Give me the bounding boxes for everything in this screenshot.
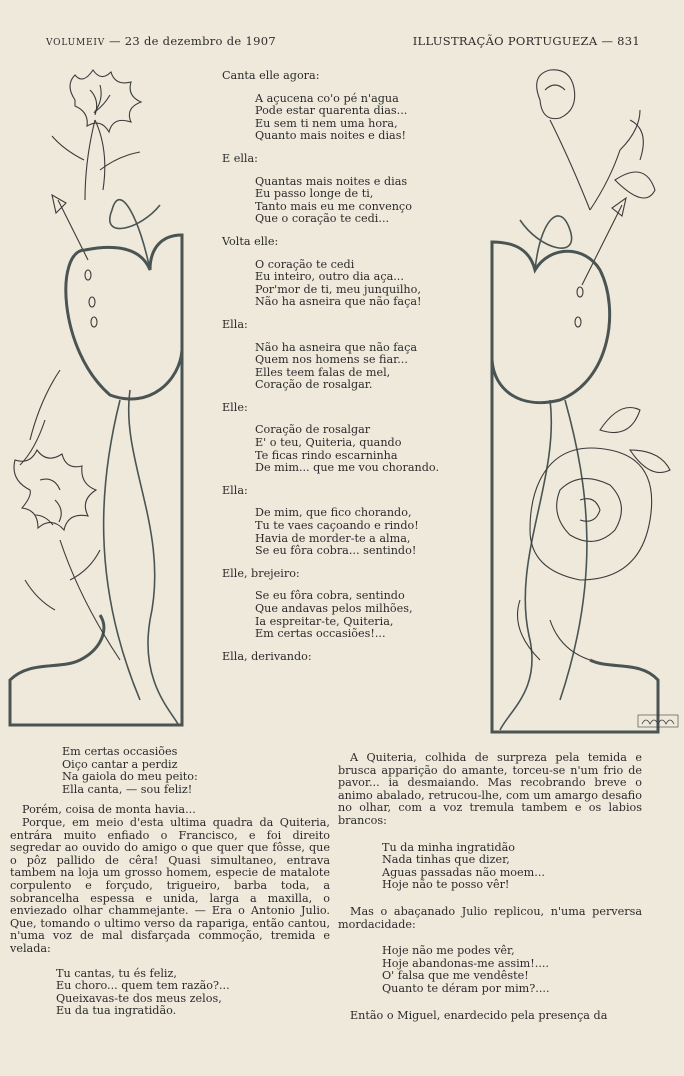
speaker-label: E ella: <box>222 151 258 165</box>
carnation-flower-top <box>52 70 141 200</box>
verse-line: Tu da minha ingratidão <box>382 840 516 854</box>
speaker-label: Canta elle agora: <box>222 69 320 82</box>
verse-line: Ia espreitar-te, Quiteria, <box>255 614 394 628</box>
rose-heart-ornament <box>480 60 684 750</box>
verse-line: Eu passo longe de ti, <box>255 187 374 201</box>
verse-line: Tu cantas, tu és feliz, <box>56 966 177 980</box>
verse-line: Não ha asneira que não faça <box>255 340 418 354</box>
blood-drops <box>575 287 583 327</box>
right-text-column <box>338 752 642 1022</box>
blood-drops <box>85 270 97 327</box>
verse-line: Tanto mais eu me convenço <box>255 199 412 213</box>
verse-line: De mim, que fico chorando, <box>255 506 412 520</box>
volume-label: VOLUMEIV <box>46 38 106 48</box>
verse-line: Tu te vaes caçoando e rindo! <box>255 519 419 533</box>
verse-line: Eu inteiro, outro dia aça... <box>255 270 404 284</box>
paragraph: A Quiteria, colhida de surpreza pela temida e brusca apparição do amante, torceu-se n'um frio de pavor... ia desmaiando. Mas recobrando breve o animo abalado, retrucou-lhe, com um amargo desafio no olhar, com a voz tremula tambem e os labios brancos: <box>338 751 642 827</box>
paragraph: Porém, coisa de monta havia... <box>22 803 196 817</box>
speaker-label: Ella: <box>222 317 248 331</box>
verse-line: Ella canta, — sou feliz! <box>62 782 193 796</box>
verse-line: Queixavas-te dos meus zelos, <box>56 991 222 1005</box>
verse-line: Elles teem falas de mel, <box>255 365 391 379</box>
arrow-icon <box>582 198 626 285</box>
verse-line: Eu da tua ingratidão. <box>56 1004 177 1018</box>
verse-line: A açucena co'o pé n'agua <box>255 91 399 105</box>
issue-date: — 23 de dezembro de 1907 <box>109 34 276 48</box>
running-header-left <box>46 34 276 48</box>
stanza-block <box>382 842 642 892</box>
left-text-column <box>10 746 330 1018</box>
verse-line: O' falsa que me vendêste! <box>382 969 529 983</box>
speaker-label: Ella, derivando: <box>222 649 312 663</box>
verse-line: O coração te cedi <box>255 257 355 271</box>
verse-line: Havia de morder-te a alma, <box>255 531 411 545</box>
stanza-block <box>382 945 642 995</box>
verse-line: Em certas occasiões!... <box>255 627 386 641</box>
stanza-block <box>255 342 472 392</box>
paragraph: Mas o abaçanado Julio replicou, n'uma perversa mordacidade: <box>338 904 642 931</box>
rose-flower <box>518 408 671 661</box>
stanza-block <box>255 507 472 557</box>
vine-lines <box>104 200 178 724</box>
stanza-block <box>62 746 330 796</box>
speaker-label: Ella: <box>222 483 248 497</box>
verse-line: Quem nos homens se fiar... <box>255 353 408 367</box>
verse-line: Quanto mais noites e dias! <box>255 129 406 143</box>
verse-line: Pode estar quarenta dias... <box>255 104 408 118</box>
magazine-title: ILLUSTRAÇÃO PORTUGUEZA <box>412 34 598 48</box>
verse-line: Não ha asneira que não faça! <box>255 295 422 309</box>
verse-line: Quantas mais noites e dias <box>255 174 408 188</box>
verse-line: Por'mor de ti, meu junquilho, <box>255 282 421 296</box>
rosebud-top <box>537 70 655 210</box>
running-header-right <box>413 34 640 48</box>
stanza-block <box>56 968 330 1018</box>
verse-line: Coração de rosalgar. <box>255 378 373 392</box>
verse-line: Que andavas pelos milhões, <box>255 602 413 615</box>
stanza-block <box>255 176 472 226</box>
carnation-heart-ornament <box>0 60 200 750</box>
paragraph: Então o Miguel, enardecido pela presença da <box>350 1008 608 1022</box>
verse-line: Te ficas rindo escarninha <box>255 448 398 462</box>
stanza-block <box>255 590 472 640</box>
verse-line: Aguas passadas não moem... <box>382 865 545 879</box>
verse-line: Eu choro... quem tem razão?... <box>56 979 230 993</box>
verse-line: Se eu fôra cobra, sentindo <box>255 589 405 603</box>
verse-line: Quanto te déram por mim?.... <box>382 981 550 995</box>
stanza-block <box>255 424 472 474</box>
frame-border <box>10 350 182 725</box>
verse-line: Hoje não me podes vêr, <box>382 944 515 958</box>
verse-line: Oiço cantar a perdiz <box>62 757 178 771</box>
speaker-label: Volta elle: <box>222 234 279 248</box>
page-number: — 831 <box>601 34 640 48</box>
paragraph: Porque, em meio d'esta ultima quadra da Quiteria, entrára muito enfiado o Francisco, e foi direito segredar ao ouvido do amigo o que quer que fôsse, que o pôz pallido de cêra! Quasi simultaneo, entrava tambem na loja um grosso homem, especie de matalote corpulento e forçudo, trigueiro, barba toda, a sobrancelha espessa e unida, larga a maxilla, o enviezado olhar chammejante. — Era o Antonio Julio. Que, tomando o ultimo verso da rapariga, então cantou, n'uma voz de mal disfarçada commoção, tremida e velada: <box>10 815 330 955</box>
heart-shape <box>66 235 182 399</box>
verse-line: Eu sem ti nem uma hora, <box>255 116 398 130</box>
verse-line: Nada tinhas que dizer, <box>382 853 510 867</box>
verse-line: Na gaiola do meu peito: <box>62 770 198 784</box>
speaker-label: Elle, brejeiro: <box>222 566 300 580</box>
verse-line: Hoje não te posso vêr! <box>382 878 510 892</box>
verse-line: Hoje abandonas-me assim!.... <box>382 956 549 970</box>
verse-line: Coração de rosalgar <box>255 423 371 437</box>
dialogue-verse <box>222 70 472 663</box>
verse-line: Que o coração te cedi... <box>255 212 390 226</box>
verse-line: E' o teu, Quiteria, quando <box>255 436 402 450</box>
stanza-block <box>255 259 472 309</box>
frame-border <box>492 360 658 732</box>
verse-line: Se eu fôra cobra... sentindo! <box>255 544 417 558</box>
verse-line: Em certas occasiões <box>62 745 178 758</box>
stanza-block <box>255 93 472 143</box>
speaker-label: Elle: <box>222 400 248 414</box>
verse-line: De mim... que me vou chorando. <box>255 461 439 475</box>
